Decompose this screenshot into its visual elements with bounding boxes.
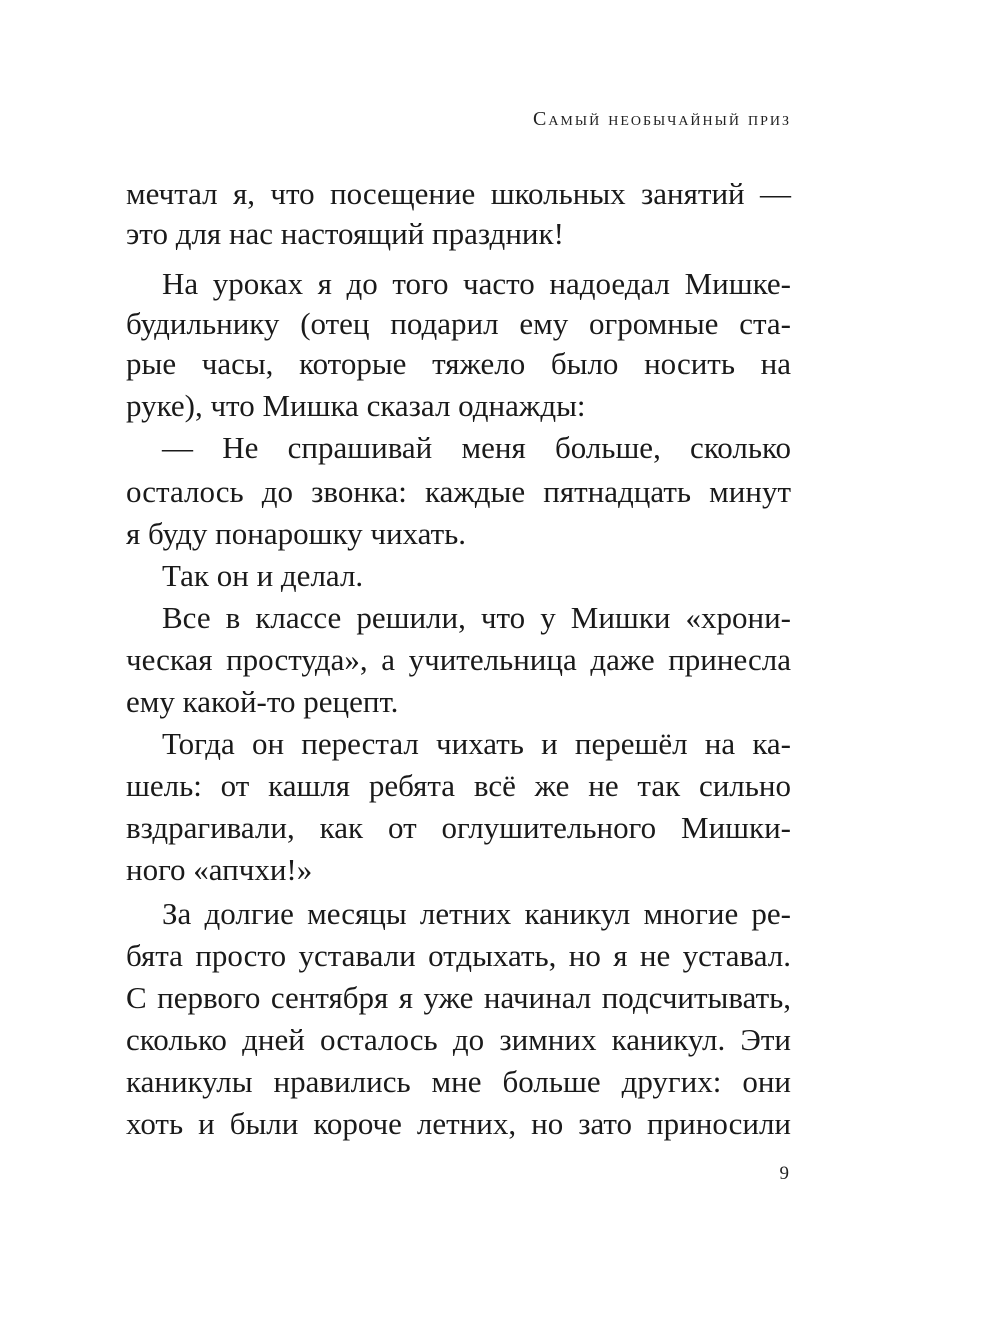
text-line: будильнику (отец подарил ему огромные ста- bbox=[126, 306, 791, 341]
text-line: сколько дней осталось до зимних каникул. Эти bbox=[126, 1022, 791, 1057]
text-line: хоть и были короче летних, но зато приносили bbox=[126, 1106, 791, 1141]
text-line: мечтал я, что посещение школьных занятий — bbox=[126, 176, 791, 211]
text-line: осталось до звонка: каждые пятнадцать минут bbox=[126, 474, 791, 509]
text-line: я буду понарошку чихать. bbox=[126, 516, 467, 551]
running-head: Самый необычайный приз bbox=[532, 108, 791, 130]
text-line: это для нас настоящий праздник! bbox=[126, 216, 564, 251]
text-line: ческая простуда», а учительница даже принесла bbox=[126, 642, 791, 677]
text-line: каникулы нравились мне больше других: они bbox=[126, 1064, 791, 1099]
text-line: Все в классе решили, что у Мишки «хрони- bbox=[162, 600, 791, 635]
text-line: ему какой-то рецепт. bbox=[126, 684, 399, 719]
text-line: С первого сентября я уже начинал подсчитывать, bbox=[126, 980, 791, 1015]
text-line: шель: от кашля ребята всё же не так сильно bbox=[126, 768, 791, 803]
text-line: Так он и делал. bbox=[162, 558, 364, 593]
text-line: ного «апчхи!» bbox=[126, 852, 313, 887]
text-line: На уроках я до того часто надоедал Мишке- bbox=[162, 266, 791, 301]
text-line: рые часы, которые тяжело было носить на bbox=[126, 346, 791, 381]
text-line: руке), что Мишка сказал однажды: bbox=[126, 388, 586, 423]
text-line: Тогда он перестал чихать и перешёл на ка- bbox=[162, 726, 791, 761]
text-line: вздрагивали, как от оглушительного Мишки- bbox=[126, 810, 791, 845]
text-line: За долгие месяцы летних каникул многие ре- bbox=[162, 896, 791, 931]
text-line: — Не спрашивай меня больше, сколько bbox=[162, 430, 791, 465]
text-line: бята просто уставали отдыхать, но я не уставал. bbox=[126, 938, 791, 973]
page-number: 9 bbox=[779, 1163, 789, 1184]
